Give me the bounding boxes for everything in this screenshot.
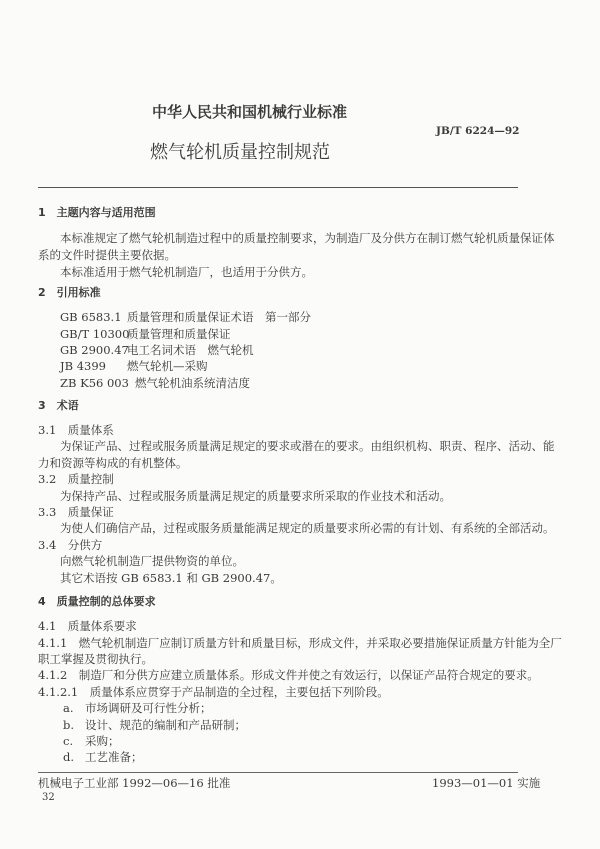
section-1-heading: 1 主题内容与适用范围 [38, 206, 156, 219]
list-item: 市场调研及可行性分析； [85, 701, 212, 715]
ref-code: GB 2900.47 [60, 343, 129, 357]
approval-date: 机械电子工业部 1992—06—16 批准 [38, 776, 231, 790]
section-3-heading: 3 术语 [38, 399, 79, 412]
footer-rule [38, 772, 518, 773]
ref-code: ZB K56 003 [60, 376, 129, 390]
term-definition: 为保持产品、过程或服务质量满足规定的质量要求所采取的作业技术和活动。 [60, 489, 451, 503]
term-heading: 3.1 质量体系 [38, 423, 114, 437]
term-definition: 力和资源等构成的有机整体。 [38, 456, 188, 470]
section-4-heading: 4 质量控制的总体要求 [38, 595, 156, 608]
term-heading: 3.2 质量控制 [38, 472, 114, 486]
section-1-paragraph: 本标准规定了燃气轮机制造过程中的质量控制要求，为制造厂及分供方在制订燃气轮机质量保证体 [60, 231, 555, 245]
ref-title: 电工名词术语 燃气轮机 [127, 343, 254, 357]
term-heading: 3.4 分供方 [38, 538, 103, 552]
section-2-heading: 2 引用标准 [38, 286, 101, 299]
list-item: 采购； [85, 734, 120, 748]
org-title: 中华人民共和国机械行业标准 [152, 103, 348, 121]
clause: 4.1.2.1 质量体系应贯穿于产品制造的全过程，主要包括下列阶段。 [38, 685, 389, 699]
list-item: 设计、规范的编制和产品研制； [85, 718, 246, 732]
ref-title: 质量管理和质量保证术语 第一部分 [127, 310, 311, 324]
header-rule [38, 187, 518, 188]
document-title: 燃气轮机质量控制规范 [150, 142, 330, 163]
term-note: 其它术语按 GB 6583.1 和 GB 2900.47。 [60, 571, 282, 585]
ref-title: 燃气轮机油系统清洁度 [135, 376, 250, 390]
ref-code: GB/T 10300 [60, 327, 130, 341]
term-heading: 3.3 质量保证 [38, 505, 114, 519]
list-item-label: a. [63, 701, 74, 715]
list-item-label: d. [63, 750, 75, 764]
ref-code: GB 6583.1 [60, 310, 122, 324]
list-item: 工艺准备； [85, 750, 143, 764]
ref-title: 燃气轮机—采购 [127, 359, 208, 373]
clause: 职工掌握及贯彻执行。 [38, 652, 153, 666]
ref-code: JB 4399 [60, 359, 106, 373]
effective-date: 1993—01—01 实施 [432, 776, 541, 790]
page-number: 32 [42, 792, 55, 803]
section-1-paragraph: 系的文件时提供主要依据。 [38, 248, 176, 262]
clause: 4.1.2 制造厂和分供方应建立质量体系。形成文件并使之有效运行，以保证产品符合规定的要求。 [38, 668, 539, 682]
term-definition: 为使人们确信产品，过程或服务质量能满足规定的质量要求所必需的有计划、有系统的全部活动。 [60, 521, 555, 535]
ref-title: 质量管理和质量保证 [127, 327, 231, 341]
list-item-label: c. [63, 734, 74, 748]
section-1-paragraph: 本标准适用于燃气轮机制造厂，也适用于分供方。 [60, 265, 313, 279]
term-definition: 为保证产品、过程或服务质量满足规定的要求或潜在的要求。由组织机构、职责、程序、活动、能 [60, 439, 555, 453]
term-definition: 向燃气轮机制造厂提供物资的单位。 [60, 554, 244, 568]
standard-number: JB/T 6224—92 [436, 125, 520, 137]
list-item-label: b. [63, 718, 75, 732]
subsection-heading: 4.1 质量体系要求 [38, 619, 137, 633]
clause: 4.1.1 燃气轮机制造厂应制订质量方针和质量目标，形成文件，并采取必要措施保证质量方针能为全厂 [38, 636, 562, 650]
